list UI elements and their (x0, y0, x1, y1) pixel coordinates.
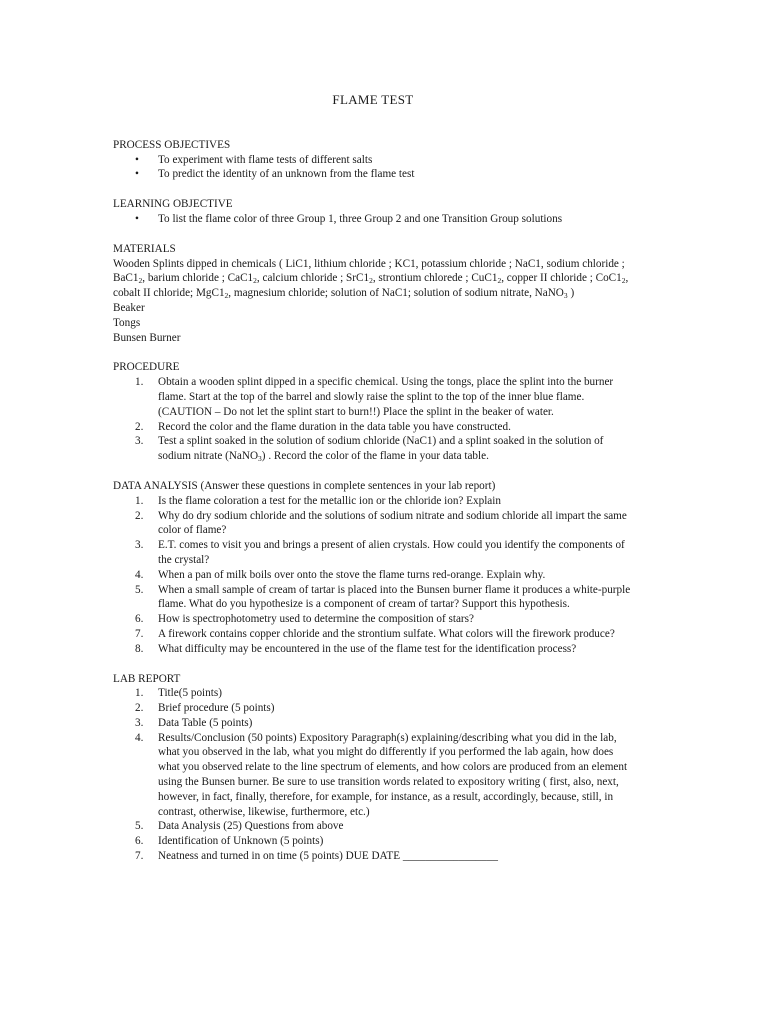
procedure-list (113, 375, 633, 464)
materials-item: Beaker (113, 301, 145, 314)
item-text: E.T. comes to visit you and brings a present of alien crystals. How could you identify the components of the crystal? (158, 539, 625, 566)
item-number: 8. (135, 642, 144, 655)
item-text: Data Table (5 points) (158, 716, 253, 729)
item-number: 2. (135, 702, 144, 715)
item-number: 5. (135, 820, 144, 833)
list-item (113, 642, 633, 657)
item-number: 1. (135, 687, 144, 700)
text-run: , barium chloride ; CaC1 (142, 272, 254, 285)
text-run: , strontium chlorede ; CuC1 (372, 272, 498, 285)
list-item (113, 375, 633, 419)
subscript: 2 (497, 276, 502, 286)
item-number: 3. (135, 539, 144, 552)
list-item (113, 420, 633, 435)
subscript: 2 (138, 276, 143, 286)
list-item (113, 612, 633, 627)
learning-objective-heading: LEARNING OBJECTIVE (113, 198, 233, 211)
item-text: When a pan of milk boils over onto the stove the flame turns red-orange. Explain why. (158, 568, 546, 581)
text-run: , copper II chloride ; CoC1 (501, 272, 622, 285)
item-text: Obtain a wooden splint dipped in a specific chemical. Using the tongs, place the splint into the burner flame. Start at the top of the barrel and slowly raise the splint to the top of the inner blue flame. (CAUTION – Do not let the splint start to burn!!) Place the splint in the beaker of water. (158, 376, 614, 418)
text-run: , calcium chloride ; SrC1 (256, 272, 370, 285)
item-number: 1. (135, 376, 144, 389)
list-item (113, 686, 633, 701)
item-text: Title(5 points) (158, 687, 222, 700)
item-text: Neatness and turned in on time (5 points) DUE DATE _________________ (158, 850, 498, 863)
item-number: 4. (135, 568, 144, 581)
subscript: 2 (369, 276, 373, 286)
subscript: 2 (253, 276, 257, 286)
list-item (113, 583, 633, 613)
item-number: 4. (135, 731, 144, 744)
item-text: A firework contains copper chloride and the strontium sulfate. What colors will the firework produce? (158, 627, 615, 640)
materials-item: Tongs (113, 316, 141, 329)
list-item (113, 538, 633, 568)
lab-report-heading: LAB REPORT (113, 672, 181, 685)
procedure-heading: PROCEDURE (113, 361, 180, 374)
list-item (113, 627, 633, 642)
item-number: 6. (135, 835, 144, 848)
item-number: 2. (135, 509, 144, 522)
text-run: , cobalt II chloride; MgC1 (113, 272, 629, 300)
learning-objective-list (113, 212, 633, 227)
list-item (113, 434, 633, 464)
list-item (113, 819, 633, 834)
item-number: 6. (135, 613, 144, 626)
list-item (113, 716, 633, 731)
data-analysis-list (113, 494, 633, 657)
list-item: • To list the flame color of three Group 1, three Group 2 and one Transition Group solutions (113, 212, 633, 227)
item-text: What difficulty may be encountered in the use of the flame test for the identification process? (158, 642, 577, 655)
item-number: 3. (135, 716, 144, 729)
item-number: 7. (135, 850, 144, 863)
text-run: Wooden Splints dipped in chemicals ( LiC1, lithium chloride ; KC1, potassium chloride ; NaC1, sodium chloride ; BaC1 (113, 257, 625, 285)
list-item (113, 701, 633, 716)
process-objectives-heading: PROCESS OBJECTIVES (113, 138, 231, 151)
list-item (113, 568, 633, 583)
item-text: Identification of Unknown (5 points) (158, 835, 324, 848)
learning-objective-section (113, 197, 633, 227)
process-objectives-list (113, 153, 633, 183)
subscript: 3 (563, 291, 568, 301)
item-number: 1. (135, 494, 144, 507)
materials-item: Bunsen Burner (113, 331, 181, 344)
item-number: 5. (135, 583, 144, 596)
materials-heading: MATERIALS (113, 242, 176, 255)
item-text: Data Analysis (25) Questions from above (158, 820, 344, 833)
subscript: 3 (258, 454, 262, 464)
process-objectives-section (113, 138, 633, 182)
list-item (113, 509, 633, 539)
item-text: When a small sample of cream of tartar is placed into the Bunsen burner flame it produces a white-purple flame. What do you hypothesize is a component of cream of tartar? Support this hypothesis. (158, 583, 631, 611)
item-text: Record the color and the flame duration in the data table you have constructed. (158, 420, 511, 433)
data-analysis-section (113, 479, 633, 657)
materials-splints (113, 257, 633, 301)
list-item: • To predict the identity of an unknown from the flame test (113, 167, 633, 182)
list-item (113, 731, 633, 820)
item-number: 3. (135, 435, 144, 448)
item-text: Results/Conclusion (50 points) Expository Paragraph(s) explaining/describing what you did in the lab, what you observed in the lab, what you might do differently if you performed the lab again, how does what you observed relate to the line spectrum of elements, and how colors are produced from an element using the Bunsen burner. Be sure to use transition words related to expository writing ( first, also, next, however, in fact, finally, therefore, for example, for instance, as a result, accordingly, because, still, in contrast, otherwise, likewise, furthermore, etc.) (158, 731, 628, 818)
document-page (113, 93, 633, 879)
item-text: ) . Record the color of the flame in your data table. (261, 450, 489, 463)
lab-report-section (113, 672, 633, 864)
item-text: Is the flame coloration a test for the metallic ion or the chloride ion? Explain (158, 494, 501, 507)
item-text: Test a splint soaked in the solution of sodium chloride (NaC1) and a splint soaked in the solution of sodium nitrate (NaNO (158, 435, 604, 463)
document-title: FLAME TEST (332, 92, 414, 107)
list-item (113, 834, 633, 849)
text-run: , magnesium chloride; solution of NaC1; solution of sodium nitrate, NaNO (228, 287, 564, 300)
list-item (113, 849, 633, 864)
materials-section (113, 242, 633, 346)
procedure-section (113, 360, 633, 464)
item-number: 2. (135, 420, 144, 433)
list-item (113, 494, 633, 509)
item-text: Brief procedure (5 points) (158, 702, 275, 715)
list-item: • To experiment with flame tests of different salts (113, 153, 633, 168)
item-text: Why do dry sodium chloride and the solutions of sodium nitrate and sodium chloride all impart the same color of flame? (158, 509, 627, 537)
subscript: 2 (224, 291, 229, 301)
subscript: 2 (621, 276, 626, 286)
data-analysis-heading: DATA ANALYSIS (Answer these questions in complete sentences in your lab report) (113, 479, 496, 492)
text-run: ) (567, 287, 575, 300)
item-text: How is spectrophotometry used to determine the composition of stars? (158, 613, 474, 626)
item-number: 7. (135, 627, 144, 640)
lab-report-list (113, 686, 633, 864)
